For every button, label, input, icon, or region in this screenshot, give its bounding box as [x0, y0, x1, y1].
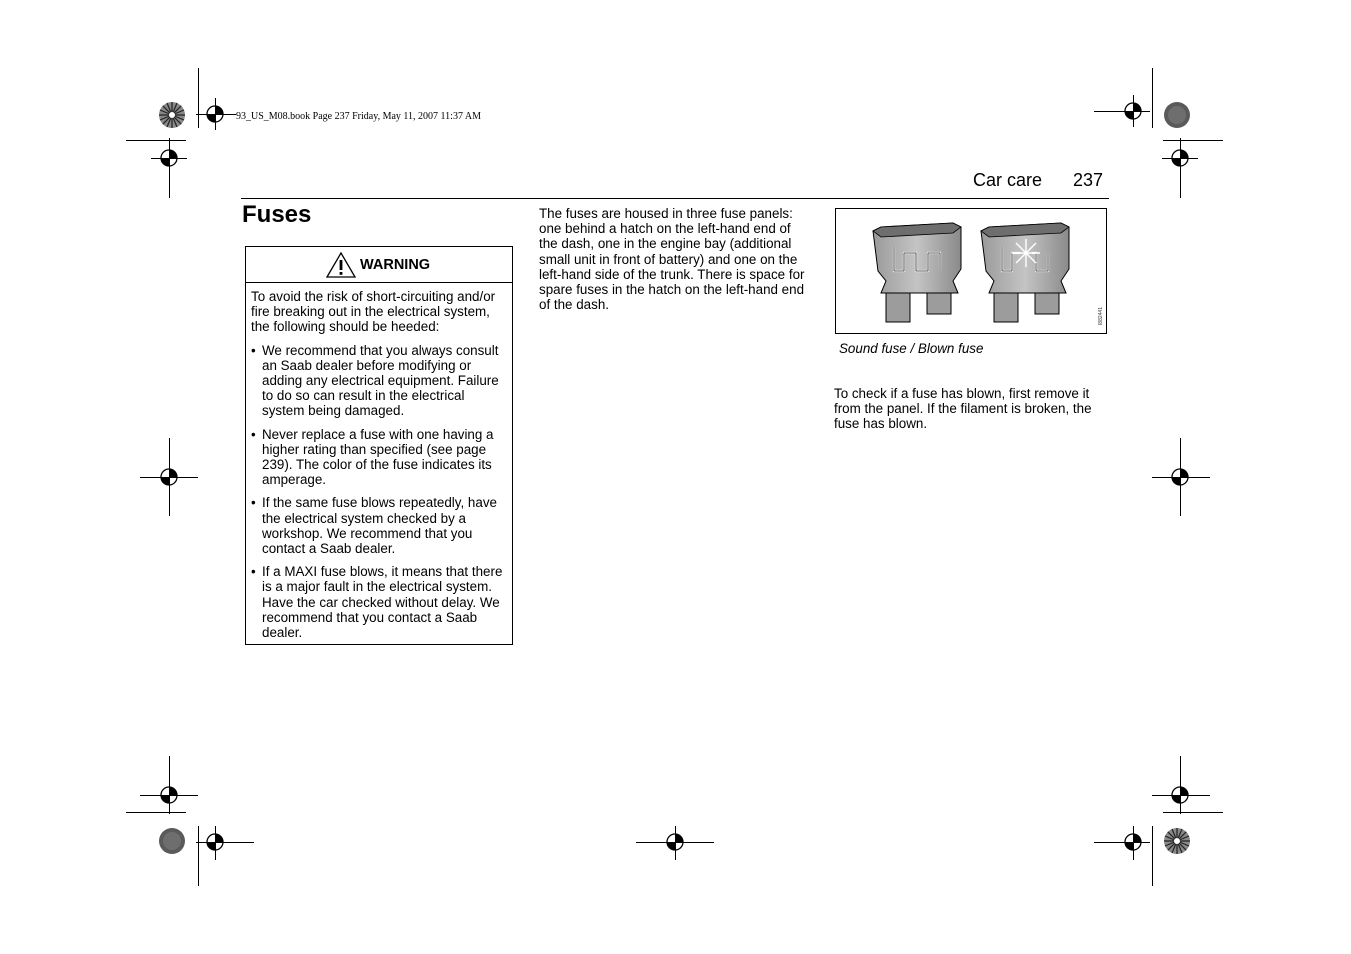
registration-mark-icon [157, 146, 181, 170]
registration-mark-icon [203, 102, 227, 126]
fuse-panels-paragraph: The fuses are housed in three fuse panels: one behind a hatch on the left-hand end of the dash, one in the engine bay (additional small unit in front of battery) and one on the left-hand side of the trunk. There is space for spare fuses in the hatch on the left-hand end of the dash. [539, 206, 805, 313]
registration-mark-icon [1121, 99, 1145, 123]
page-title: Fuses [242, 201, 312, 228]
crop-line [1152, 68, 1153, 128]
crop-line [198, 68, 199, 128]
registration-mark-icon [1168, 146, 1192, 170]
warning-box [245, 246, 513, 645]
registration-mark-icon [157, 465, 181, 489]
figure-ref-code: I882441 [1098, 306, 1104, 325]
crop-line [126, 140, 186, 141]
crop-line [1152, 826, 1153, 886]
warning-intro: To avoid the risk of short-circuiting and/or fire breaking out in the electrical system, the following should be heeded: [251, 289, 496, 335]
figure-caption: Sound fuse / Blown fuse [839, 341, 984, 356]
blown-fuse [981, 223, 1069, 322]
gray-disc-icon [1163, 101, 1191, 129]
break-spark-icon [1012, 239, 1040, 267]
sound-fuse [873, 223, 961, 322]
warning-list [251, 343, 509, 641]
check-fuse-paragraph: To check if a fuse has blown, first remove it from the panel. If the filament is broken, the fuse has blown. [834, 386, 1092, 432]
registration-mark-icon [663, 830, 687, 854]
registration-mark-icon [203, 830, 227, 854]
registration-mark-icon [1168, 465, 1192, 489]
registration-mark-icon [157, 783, 181, 807]
warning-item: • Never replace a fuse with one having a higher rating than specified (see page 239). The color of the fuse indicates its amperage. [251, 427, 509, 488]
fuse-illustration [836, 209, 1106, 333]
header-rule [241, 198, 1109, 199]
fuse-figure [835, 208, 1107, 334]
crop-line [198, 826, 199, 886]
warning-header [246, 247, 512, 283]
warning-triangle-icon [326, 252, 356, 278]
warning-item: • If the same fuse blows repeatedly, have the electrical system checked by a workshop. We recommend that you contact a Saab dealer. [251, 495, 509, 556]
crop-line [1163, 140, 1223, 141]
starburst-target-icon [1163, 827, 1191, 855]
crop-line [126, 812, 186, 813]
registration-mark-icon [1121, 830, 1145, 854]
page-number: 237 [1073, 170, 1104, 190]
crop-line [1163, 812, 1223, 813]
registration-mark-icon [1168, 783, 1192, 807]
starburst-target-icon [158, 101, 186, 129]
section-title: Car care [973, 170, 1043, 190]
gray-disc-icon [158, 827, 186, 855]
warning-item: • If a MAXI fuse blows, it means that there is a major fault in the electrical system. Have the car checked without delay. We recommend that you contact a Saab dealer. [251, 564, 509, 640]
warning-body [251, 289, 509, 648]
warning-label: WARNING [360, 257, 431, 273]
print-info-line: 93_US_M08.book Page 237 Friday, May 11, 2007 11:37 AM [236, 111, 481, 122]
warning-item: • We recommend that you always consult an Saab dealer before modifying or adding any electrical equipment. Failure to do so can result in the electrical system being damaged. [251, 343, 509, 419]
